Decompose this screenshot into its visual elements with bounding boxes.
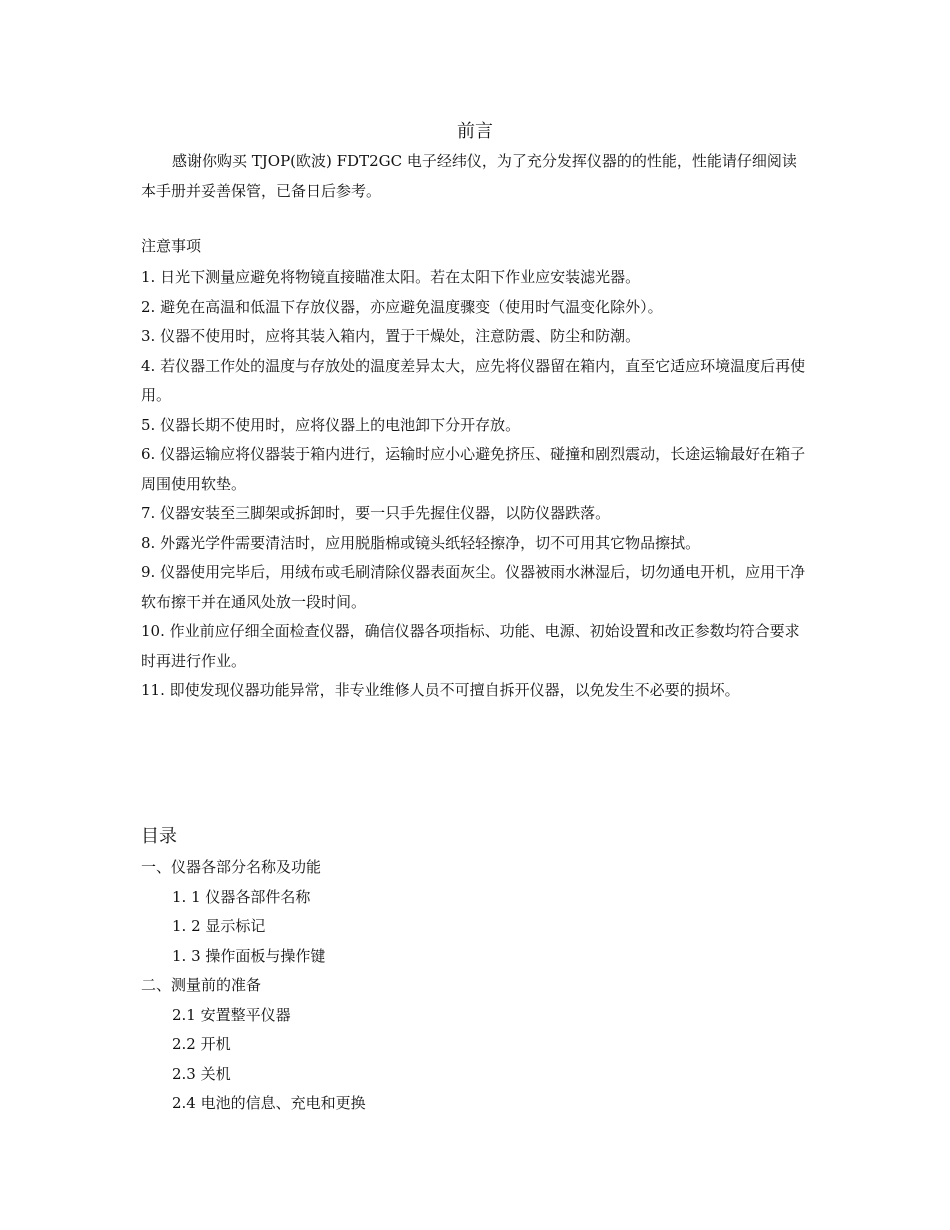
note-item: 9. 仪器使用完毕后，用绒布或毛刷清除仪器表面灰尘。仪器被雨水淋湿后，切勿通电开机，应用干净软布擦干并在通风处放一段时间。 <box>141 563 806 611</box>
note-item: 4. 若仪器工作处的温度与存放处的温度差异太大，应先将仪器留在箱内，直至它适应环境温度后再使用。 <box>141 356 806 404</box>
toc-subsection: 1. 1 仪器各部件名称 <box>172 887 311 906</box>
toc-subsection: 2.3 关机 <box>172 1064 231 1083</box>
toc-list <box>141 853 811 1119</box>
intro-paragraph: 感谢你购买 TJOP(欧波) FDT2GC 电子经纬仪，为了充分发挥仪器的的性能，性能请仔细阅读本手册并妥善保管，已备日后参考。 <box>141 152 797 200</box>
note-item: 8. 外露光学件需要清洁时，应用脱脂棉或镜头纸轻轻擦净，切不可用其它物品擦拭。 <box>141 533 701 552</box>
toc-subsection: 1. 3 操作面板与操作键 <box>172 946 326 965</box>
toc-subsection: 2.2 开机 <box>172 1035 231 1053</box>
note-item: 6. 仪器运输应将仪器装于箱内进行，运输时应小心避免挤压、碰撞和剧烈震动，长途运输最好在箱子周围使用软垫。 <box>141 445 806 493</box>
note-item: 7. 仪器安装至三脚架或拆卸时，要一只手先握住仪器，以防仪器跌落。 <box>141 504 611 522</box>
toc-subsection: 2.4 电池的信息、充电和更换 <box>172 1094 366 1112</box>
note-item: 1. 日光下测量应避免将物镜直接瞄准太阳。若在太阳下作业应安装滤光器。 <box>141 268 641 286</box>
note-item: 5. 仪器长期不使用时，应将仪器上的电池卸下分开存放。 <box>141 415 521 434</box>
toc-subsection: 1. 2 显示标记 <box>172 917 266 935</box>
notes-list <box>141 263 811 706</box>
toc-subsection: 2.1 安置整平仪器 <box>172 1005 291 1024</box>
note-item: 3. 仪器不使用时，应将其装入箱内，置于干燥处，注意防震、防尘和防潮。 <box>141 327 641 345</box>
page-title: 前言 <box>457 121 493 142</box>
note-item: 10. 作业前应仔细全面检查仪器，确信仪器各项指标、功能、电源、初始设置和改正参数均符合要求时再进行作业。 <box>141 622 800 670</box>
toc-section: 一、仪器各部分名称及功能 <box>141 858 322 876</box>
toc-heading: 目录 <box>141 826 177 847</box>
notes-heading: 注意事项 <box>141 237 202 255</box>
note-item: 11. 即使发现仪器功能异常，非专业维修人员不可擅自拆开仪器，以免发生不必要的损坏。 <box>141 681 740 699</box>
note-item: 2. 避免在高温和低温下存放仪器，亦应避免温度骤变（使用时气温变化除外）。 <box>141 297 663 316</box>
toc-section: 二、测量前的准备 <box>141 976 262 994</box>
